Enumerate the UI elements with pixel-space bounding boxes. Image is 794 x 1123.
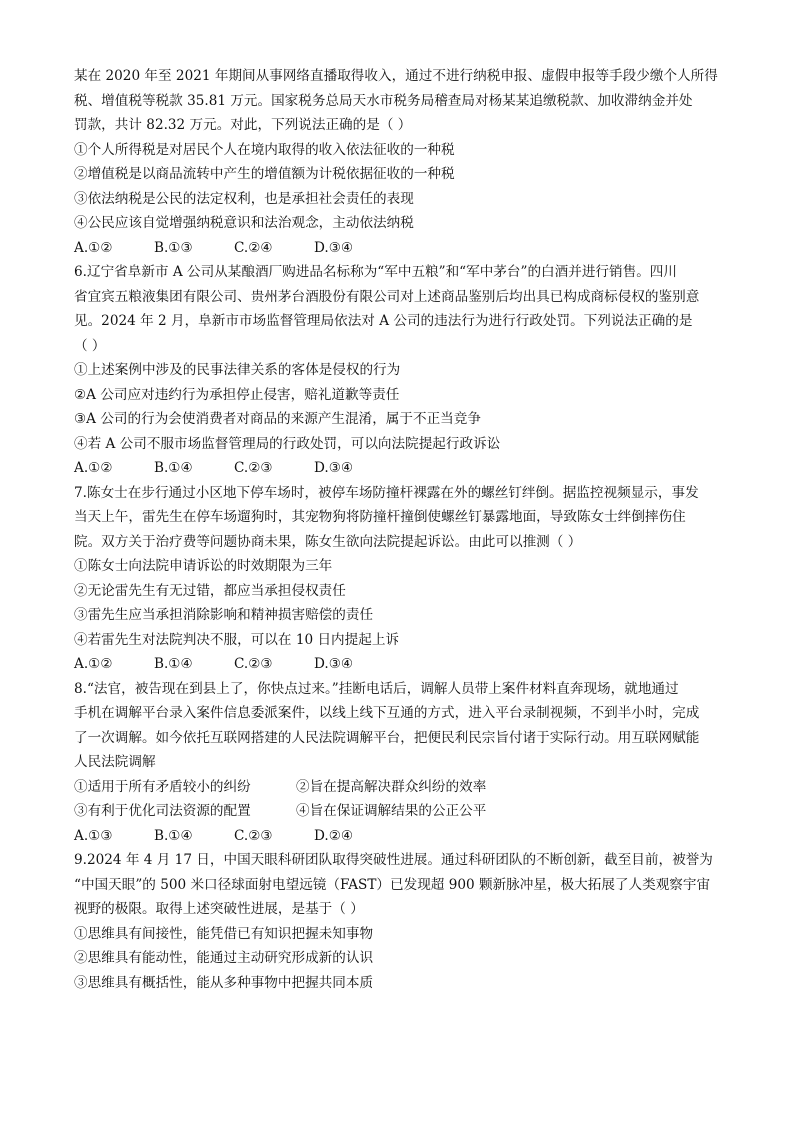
question-stem-line: 省宜宾五粮液集团有限公司、贵州茅台酒股份有限公司对上述商品鉴别后均出具已构成商标侵权的鉴别意 xyxy=(74,288,700,305)
question-stem-line: 7.陈女士在步行通过小区地下停车场时，被停车场防撞杆裸露在外的螺丝钉绊倒。据监控视频显示，事发 xyxy=(74,484,699,501)
question-stem-line: 见。2024 年 2 月，阜新市市场监督管理局依法对 A 公司的违法行为进行行政处罚。下列说法正确的是 xyxy=(74,313,693,329)
question-stem-line: （ ） xyxy=(74,337,106,354)
question-stem-line: 人民法院调解 xyxy=(74,754,156,770)
question-6 xyxy=(74,260,726,481)
choice-c: C.②④ xyxy=(234,239,273,256)
choice-b: B.①④ xyxy=(154,827,193,844)
answer-choices xyxy=(74,652,726,677)
choice-b: B.①④ xyxy=(154,460,193,476)
statement-option: ④旨在保证调解结果的公正公平 xyxy=(296,803,487,819)
choice-a: A.①② xyxy=(74,656,113,672)
choice-a: A.①② xyxy=(74,239,113,256)
choice-a: A.①② xyxy=(74,460,113,476)
exam-page xyxy=(74,64,726,995)
question-7 xyxy=(74,481,726,677)
statement-option: ③思维具有概括性，能从多种事物中把握共同本质 xyxy=(74,974,374,991)
question-stem-line: 税、增值税等税款 35.81 万元。国家税务总局天水市税务局稽查局对杨某某追缴税款、加收滞纳金并处 xyxy=(74,92,693,109)
statement-option: ③有利于优化司法资源的配置 xyxy=(74,803,251,819)
statement-option: ④若雷先生对法院判决不服，可以在 10 日内提起上诉 xyxy=(74,631,400,648)
statement-option: ①个人所得税是对居民个人在境内取得的收入依法征收的一种税 xyxy=(74,141,455,158)
question-5 xyxy=(74,64,726,260)
choice-c: C.②③ xyxy=(234,460,273,476)
statement-option: ③A 公司的行为会使消费者对商品的来源产生混淆，属于不正当竞争 xyxy=(74,411,481,427)
statement-option: ③依法纳税是公民的法定权利，也是承担社会责任的表现 xyxy=(74,190,414,207)
choice-b: B.①③ xyxy=(154,239,193,256)
question-8 xyxy=(74,677,726,849)
statement-option: ②思维具有能动性，能通过主动研究形成新的认识 xyxy=(74,950,374,966)
answer-choices xyxy=(74,824,726,849)
question-stem-line: 当天上午，雷先生在停车场遛狗时，其宠物狗将防撞杆撞倒使螺丝钉暴露地面，导致陈女士绊倒摔伤住 xyxy=(74,509,686,525)
question-stem-line: 院。双方关于治疗费等问题协商未果，陈女生欲向法院提起诉讼。由此可以推测（ ） xyxy=(74,533,582,550)
choice-d: D.③④ xyxy=(314,656,354,672)
choice-d: D.③④ xyxy=(314,460,354,476)
question-stem-line: 6.辽宁省阜新市 A 公司从某酿酒厂购进品名标称为“军中五粮”和“军中茅台”的白酒并进行销售。四川 xyxy=(74,264,677,280)
question-stem-line: 了一次调解。如今依托互联网搭建的人民法院调解平台，把便民利民宗旨付诸于实际行动。用互联网赋能 xyxy=(74,729,700,746)
choice-c: C.②③ xyxy=(234,827,273,844)
statement-option-row xyxy=(74,799,726,824)
choice-c: C.②③ xyxy=(234,656,273,672)
statement-option: ②旨在提高解决群众纠纷的效率 xyxy=(296,778,487,795)
statement-option: ①思维具有间接性，能凭借已有知识把握未知事物 xyxy=(74,925,374,942)
question-stem-line: 8.“法官，被告现在到县上了，你快点过来。”挂断电话后，调解人员带上案件材料直奔现场，就地通过 xyxy=(74,680,679,697)
question-stem-line: 视野的极限。取得上述突破性进展，是基于（ ） xyxy=(74,901,364,917)
question-stem-line: 9.2024 年 4 月 17 日，中国天眼科研团队取得突破性进展。通过科研团队的不断创新，截至目前，被誉为 xyxy=(74,852,713,868)
statement-option: ②无论雷先生有无过错，都应当承担侵权责任 xyxy=(74,582,346,599)
question-stem-line: 手机在调解平台录入案件信息委派案件，以线上线下互通的方式，进入平台录制视频，不到半小时，完成 xyxy=(74,705,700,721)
choice-a: A.①③ xyxy=(74,827,113,844)
statement-option-row xyxy=(74,775,726,800)
answer-choices xyxy=(74,236,726,261)
statement-option: ③雷先生应当承担消除影响和精神损害赔偿的责任 xyxy=(74,607,374,623)
choice-d: D.③④ xyxy=(314,239,354,256)
choice-d: D.②④ xyxy=(314,827,354,844)
question-9 xyxy=(74,848,726,995)
answer-choices xyxy=(74,456,726,481)
question-stem-line: 罚款，共计 82.32 万元。对此，下列说法正确的是（ ） xyxy=(74,117,412,133)
statement-option: ①陈女士向法院申请诉讼的时效期限为三年 xyxy=(74,558,333,574)
statement-option: ④公民应该自觉增强纳税意识和法治观念，主动依法纳税 xyxy=(74,215,414,231)
question-stem-line: 某在 2020 年至 2021 年期间从事网络直播取得收入，通过不进行纳税申报、虚假申报等手段少缴个人所得 xyxy=(74,68,718,84)
statement-option: ②A 公司应对违约行为承担停止侵害，赔礼道歉等责任 xyxy=(74,386,400,403)
choice-b: B.①④ xyxy=(154,656,193,672)
statement-option: ②增值税是以商品流转中产生的增值额为计税依据征收的一种税 xyxy=(74,166,455,182)
question-stem-line: “中国天眼”的 500 米口径球面射电望远镜（FAST）已发现超 900 颗新脉冲星，极大拓展了人类观察宇宙 xyxy=(74,876,711,893)
statement-option: ①适用于所有矛盾较小的纠纷 xyxy=(74,778,251,795)
statement-option: ①上述案例中涉及的民事法律关系的客体是侵权的行为 xyxy=(74,362,401,378)
statement-option: ④若 A 公司不服市场监督管理局的行政处罚，可以向法院提起行政诉讼 xyxy=(74,435,501,452)
